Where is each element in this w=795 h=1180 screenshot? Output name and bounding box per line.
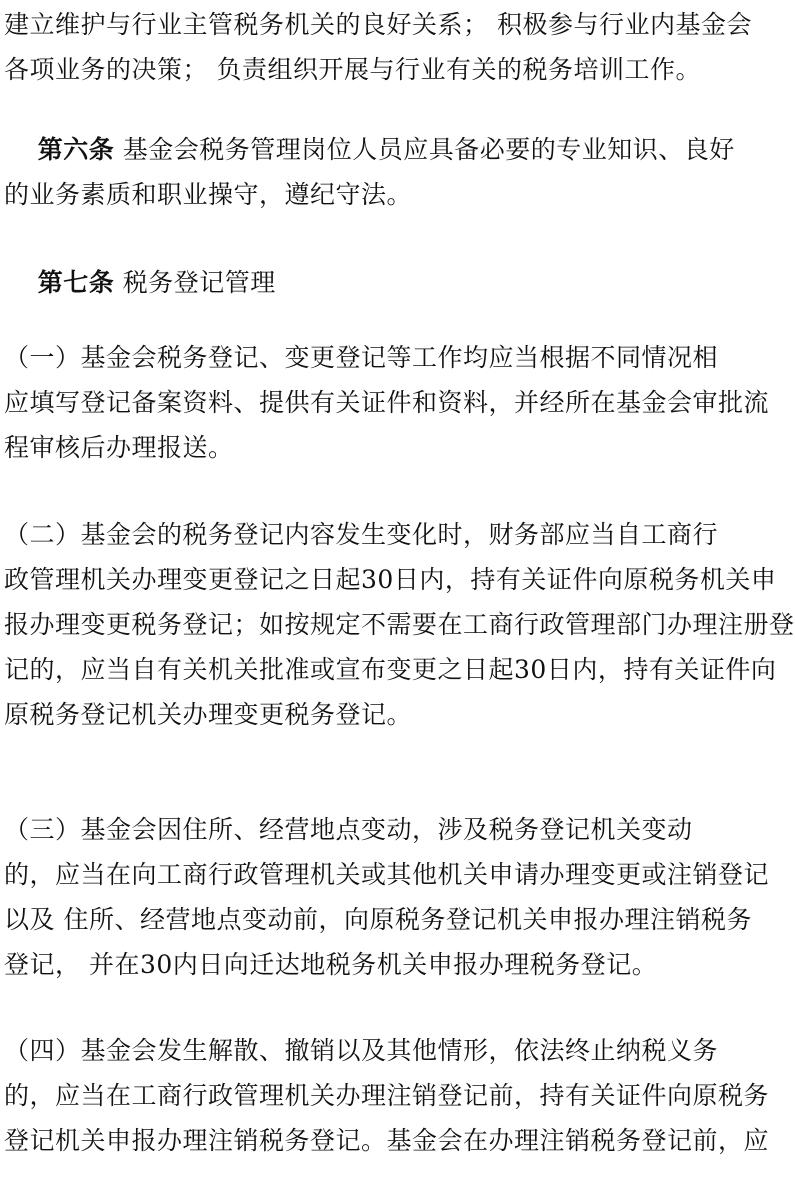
text-line: 登记机关申报办理注销税务登记。基金会在办理注销税务登记前，应 <box>4 1126 770 1155</box>
article-7-paragraph <box>4 260 696 305</box>
article-7-heading: 第七条 <box>37 268 115 297</box>
clause-4-paragraph <box>4 1028 770 1163</box>
text-line: 登记， 并在30内日向迁达地税务机关申报办理税务登记。 <box>4 950 658 979</box>
clause-3-paragraph <box>4 807 770 987</box>
article-6-paragraph <box>4 127 735 217</box>
text-line: 的业务素质和职业操守，遵纪守法。 <box>4 180 413 209</box>
text-line: 各项业务的决策； 负责组织开展与行业有关的税务培训工作。 <box>4 55 701 84</box>
text-line: （三）基金会因住所、经营地点变动，涉及税务登记机关变动 <box>4 815 693 844</box>
article-7-title: 税务登记管理 <box>114 268 276 297</box>
text-line: （二）基金会的税务登记内容发生变化时，财务部应当自工商行 <box>4 520 719 549</box>
text-line: 程审核后办理报送。 <box>4 433 234 462</box>
text-line: 的，应当在向工商行政管理机关或其他机关申请办理变更或注销登记 <box>4 860 770 889</box>
article-6-text: 基金会税务管理岗位人员应具备必要的专业知识、良好 <box>114 135 735 164</box>
text-line: 原税务登记机关办理变更税务登记。 <box>4 700 413 729</box>
text-line: 应填写登记备案资料、提供有关证件和资料，并经所在基金会审批流 <box>4 388 770 417</box>
text-line <box>4 260 696 305</box>
clause-2-paragraph <box>4 512 795 737</box>
text-line: 记的，应当自有关机关批准或宣布变更之日起30日内，持有关证件向 <box>4 655 777 684</box>
text-line <box>4 127 735 172</box>
article-6-heading: 第六条 <box>37 135 115 164</box>
text-line: 以及 住所、经营地点变动前，向原税务登记机关申报办理注销税务 <box>4 905 752 934</box>
text-line: 的，应当在工商行政管理机关办理注销登记前，持有关证件向原税务 <box>4 1081 770 1110</box>
paragraph-continuation <box>4 2 752 92</box>
text-line: 建立维护与行业主管税务机关的良好关系； 积极参与行业内基金会 <box>4 10 752 39</box>
clause-1-paragraph <box>4 335 770 470</box>
text-line: 报办理变更税务登记；如按规定不需要在工商行政管理部门办理注册登 <box>4 610 795 639</box>
text-line: 政管理机关办理变更登记之日起30日内，持有关证件向原税务机关申 <box>4 565 777 594</box>
text-line: （四）基金会发生解散、撤销以及其他情形，依法终止纳税义务 <box>4 1036 719 1065</box>
text-line: （一）基金会税务登记、变更登记等工作均应当根据不同情况相 <box>4 343 719 372</box>
